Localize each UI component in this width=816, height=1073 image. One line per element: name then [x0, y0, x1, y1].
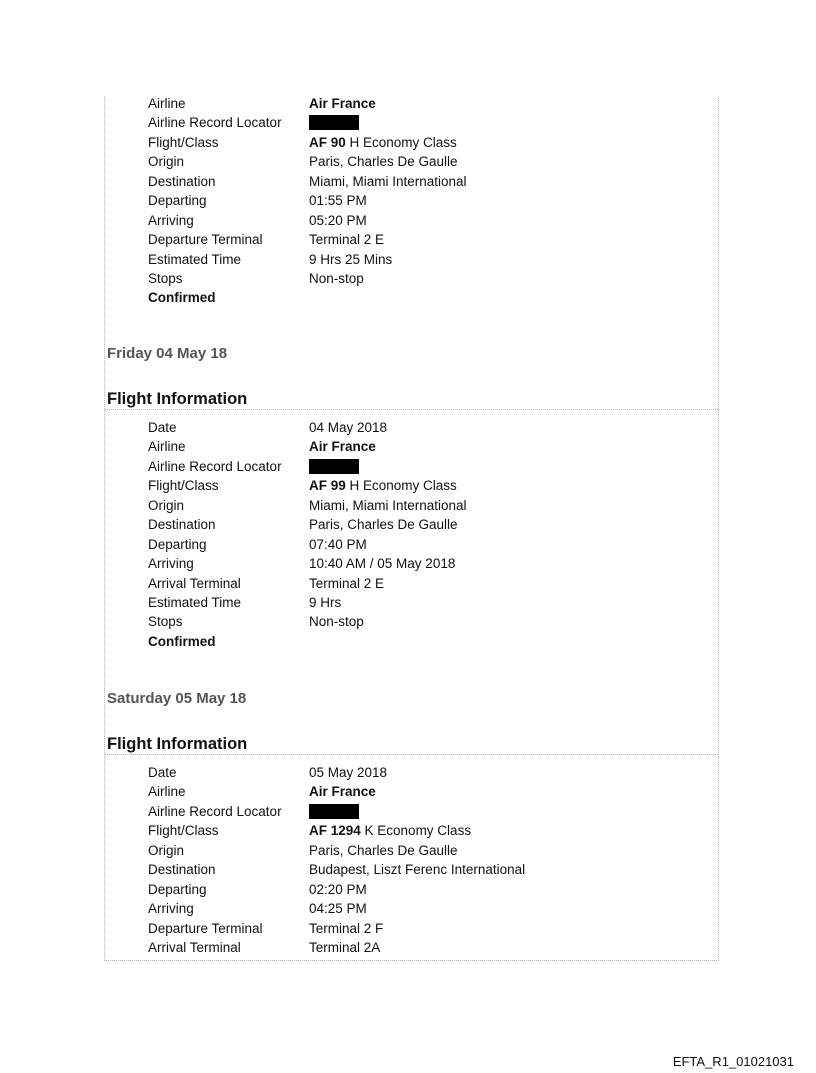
detail-value: Air France [309, 96, 376, 111]
section-divider [105, 754, 718, 755]
flight-information-heading: Flight Information [107, 390, 248, 408]
detail-label: Arrival Terminal [148, 939, 241, 955]
section-divider [105, 409, 718, 410]
detail-value: 05:20 PM [309, 212, 367, 228]
detail-row [148, 919, 598, 938]
detail-value: Non-stop [309, 270, 364, 286]
detail-value: 9 Hrs [309, 594, 342, 610]
detail-row [148, 821, 598, 840]
detail-value: Paris, Charles De Gaulle [309, 517, 458, 533]
detail-value: Terminal 2 F [309, 920, 384, 936]
detail-row [148, 94, 598, 113]
status-row [148, 288, 598, 307]
detail-row [148, 938, 598, 957]
document-id: EFTA_R1_01021031 [672, 1054, 794, 1069]
status-row [148, 632, 598, 651]
detail-value: Budapest, Liszt Ferenc International [309, 862, 526, 878]
flight-class-value [309, 133, 457, 152]
flight-class-value [309, 476, 457, 495]
detail-value: Air France [309, 439, 376, 455]
flight-class-value [309, 821, 471, 840]
detail-row [148, 860, 598, 879]
detail-label: Destination [148, 173, 216, 189]
detail-row [148, 880, 598, 899]
detail-value: 07:40 PM [309, 536, 367, 552]
flight-number: AF 99 [309, 478, 346, 494]
detail-label: Airline [148, 784, 186, 800]
detail-value: 04:25 PM [309, 901, 367, 917]
detail-label: Flight/Class [148, 478, 219, 494]
detail-value: 04 May 2018 [309, 420, 388, 435]
detail-label: Arriving [148, 556, 194, 572]
detail-label: Airline [148, 96, 186, 111]
detail-label: Arriving [148, 901, 194, 917]
detail-row [148, 612, 598, 631]
detail-value: Miami, Miami International [309, 497, 467, 513]
detail-row [148, 496, 598, 515]
booking-class: H Economy Class [345, 478, 457, 494]
detail-label: Airline Record Locator [148, 115, 282, 131]
detail-label: Airline [148, 439, 186, 455]
detail-row [148, 802, 598, 821]
detail-value: 02:20 PM [309, 881, 367, 897]
segment1-details [148, 94, 598, 308]
detail-label: Departure Terminal [148, 920, 263, 936]
detail-row [148, 574, 598, 593]
detail-row [148, 250, 598, 269]
detail-row [148, 763, 598, 782]
detail-label: Date [148, 420, 177, 435]
detail-value: Non-stop [309, 614, 364, 630]
detail-label: Arrival Terminal [148, 575, 241, 591]
detail-label: Flight/Class [148, 134, 219, 150]
flight-number: AF 1294 [309, 823, 361, 839]
detail-value: 10:40 AM / 05 May 2018 [309, 556, 456, 572]
detail-label: Departing [148, 536, 207, 552]
detail-label: Airline Record Locator [148, 458, 282, 474]
detail-row [148, 133, 598, 152]
detail-row [148, 191, 598, 210]
detail-row [148, 476, 598, 495]
detail-row [148, 841, 598, 860]
day-heading-saturday: Saturday 05 May 18 [107, 690, 247, 707]
detail-label: Departure Terminal [148, 232, 263, 248]
detail-label: Estimated Time [148, 594, 242, 610]
detail-value: Paris, Charles De Gaulle [309, 842, 458, 858]
detail-row [148, 535, 598, 554]
detail-label: Origin [148, 842, 185, 858]
detail-label: Stops [148, 270, 183, 286]
detail-label: Origin [148, 497, 185, 513]
detail-value: Air France [309, 784, 376, 800]
detail-row [148, 269, 598, 288]
detail-label: Origin [148, 154, 185, 170]
detail-label: Estimated Time [148, 251, 242, 267]
detail-value: Terminal 2 E [309, 575, 385, 591]
redacted-block [309, 459, 359, 474]
detail-row [148, 554, 598, 573]
detail-value: Paris, Charles De Gaulle [309, 154, 458, 170]
detail-label: Stops [148, 614, 183, 630]
detail-row [148, 230, 598, 249]
detail-row [148, 418, 598, 437]
redacted-block [309, 804, 359, 819]
detail-label: Flight/Class [148, 823, 219, 839]
day3-flight-details [148, 763, 598, 957]
detail-row [148, 515, 598, 534]
detail-value: 9 Hrs 25 Mins [309, 251, 393, 267]
booking-status: Confirmed [148, 290, 216, 306]
detail-value: Miami, Miami International [309, 173, 467, 189]
detail-row [148, 113, 598, 132]
detail-value: Terminal 2 E [309, 232, 385, 248]
booking-status: Confirmed [148, 633, 216, 649]
detail-row [148, 152, 598, 171]
detail-row [148, 782, 598, 801]
detail-label: Date [148, 765, 177, 780]
detail-row [148, 593, 598, 612]
detail-value: 01:55 PM [309, 193, 367, 209]
detail-value: 05 May 2018 [309, 765, 388, 780]
flight-information-heading: Flight Information [107, 735, 248, 753]
detail-label: Arriving [148, 212, 194, 228]
booking-class: H Economy Class [345, 134, 457, 150]
day2-flight-details [148, 418, 598, 651]
detail-row [148, 437, 598, 456]
detail-row [148, 211, 598, 230]
detail-row [148, 899, 598, 918]
day-heading-friday: Friday 04 May 18 [107, 345, 228, 362]
detail-label: Destination [148, 862, 216, 878]
detail-label: Destination [148, 517, 216, 533]
detail-label: Airline Record Locator [148, 803, 282, 819]
detail-label: Departing [148, 193, 207, 209]
booking-class: K Economy Class [360, 823, 472, 839]
detail-row [148, 457, 598, 476]
detail-label: Departing [148, 881, 207, 897]
flight-number: AF 90 [309, 134, 346, 150]
redacted-block [309, 115, 359, 130]
detail-value: Terminal 2A [309, 939, 381, 955]
detail-row [148, 172, 598, 191]
